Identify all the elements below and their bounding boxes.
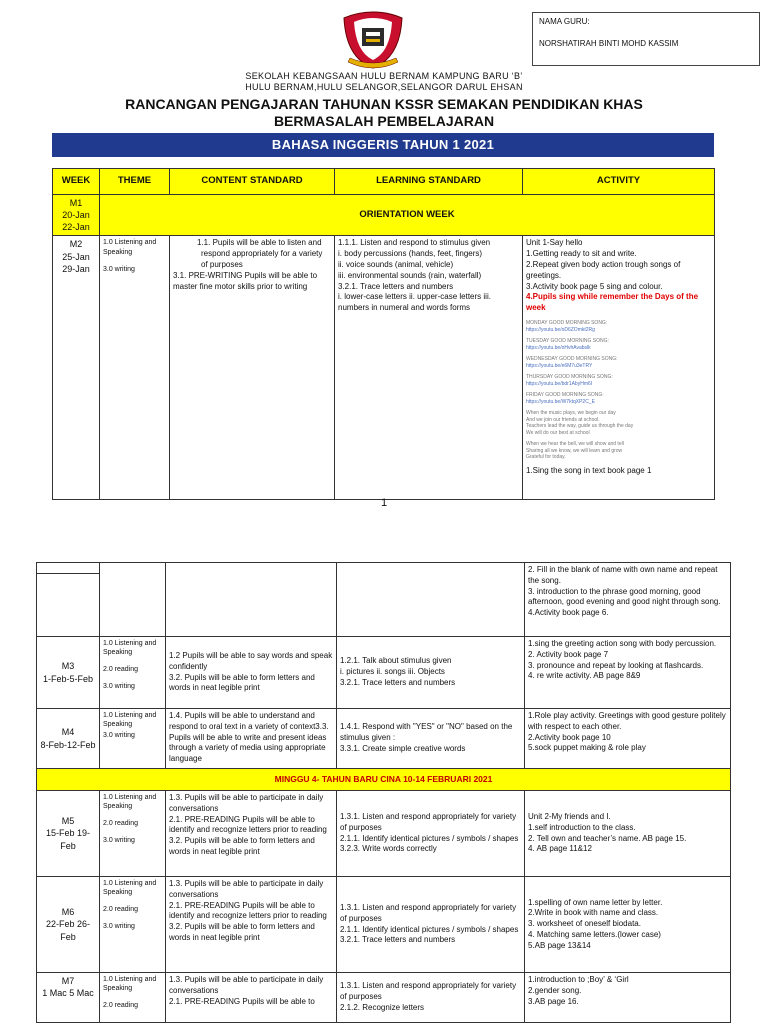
table-row [37, 769, 731, 791]
holiday-banner: MINGGU 4- TAHUN BARU CINA 10-14 FEBRUARI 2021 [37, 769, 731, 791]
content-text: 3.1. PRE-WRITING Pupils will be able to master fine motor skills prior to writing [173, 270, 318, 291]
week-cell [37, 563, 100, 637]
activity-cell [523, 236, 715, 500]
activity-cell: 1.Role play activity. Greetings with good gesture politely with respect to each other. 2.Activity book page 10 5.sock puppet making & role play [525, 709, 731, 769]
content-standard-cell [170, 236, 335, 500]
theme-cell [100, 236, 170, 500]
activity-cell: 1.sing the greeting action song with body percussion. 2. Activity book page 7 3. pronounce and repeat by looking at flashcards. 4. re write activity. AB page 8&9 [525, 637, 731, 709]
content-standard-cell: 1.3. Pupils will be able to participate in daily conversations 2.1. PRE-READING Pupils will be able to identify and recognize letters prior to reading 3.2. Pupils will be able to form letters and words in neat legible print [166, 877, 337, 973]
activity-cell: 2. Fill in the blank of name with own name and repeat the song. 3. introduction to the phrase good morning, good afternoon, good evening and good night through song. 4.Activity book page 6. [525, 563, 731, 637]
table-row [37, 877, 731, 973]
header-learning-standard: LEARNING STANDARD [335, 169, 523, 195]
song-item: TUESDAY GOOD MORNING SONG: https://youtu.be/oHvhAvabslk [526, 338, 609, 351]
theme-text: 2.0 reading [103, 1002, 139, 1010]
song-lyrics: When the music plays, we begin our day And we join our friends at school. Teachers lead the way, guide us through the day We will do our best at school [526, 410, 634, 436]
activity-cell: 1.spelling of own name letter by letter. 2.Write in book with name and class. 3. worksheet of oneself biodata. 4. Matching same letters.(lower case) 5.AB page 13&14 [525, 877, 731, 973]
teacher-label: NAMA GURU: [539, 17, 590, 26]
week-cell: M3 1-Feb-5-Feb [37, 637, 100, 709]
activity-text: Unit 1-Say hello 1.Getting ready to sit and write. 2.Repeat given body action trough songs of greetings. 3.Activity book page 5 sing and colour. [526, 238, 681, 291]
week-cell: M4 8-Feb-12-Feb [37, 709, 100, 769]
table-row [53, 195, 715, 236]
school-crest-logo [338, 8, 408, 72]
theme-cell [100, 877, 166, 973]
learning-standard-cell: 1.3.1. Listen and respond appropriately for variety of purposes 2.1.2. Recognize letters [337, 973, 525, 1023]
table-row [37, 791, 731, 877]
content-text: 1.1. Pupils will be able to listen and respond appropriately for a variety of purposes [197, 238, 323, 270]
week-cell: M6 22-Feb 26-Feb [37, 877, 100, 973]
theme-cell [100, 563, 166, 637]
content-standard-cell: 1.4. Pupils will be able to understand and respond to oral text in a variety of context3.3. Pupils will be able to write and present ideas through a variety of media using appropriate language [166, 709, 337, 769]
learning-standard-cell: 1.2.1. Talk about stimulus given i. pictures ii. songs iii. Objects 3.2.1. Trace letters and numbers [337, 637, 525, 709]
activity-highlight-text: 4.Pupils sing while remember the Days of the week [526, 292, 699, 313]
theme-text: 3.0 writing [103, 732, 135, 740]
header-content-standard: CONTENT STANDARD [170, 169, 335, 195]
subject-bar: BAHASA INGGERIS TAHUN 1 2021 [52, 133, 714, 157]
table-row [37, 637, 731, 709]
learning-standard-cell [337, 563, 525, 637]
theme-text: 3.0 writing [103, 837, 135, 845]
table-row [37, 973, 731, 1023]
learning-standard-cell: 1.1.1. Listen and respond to stimulus given i. body percussions (hands, feet, fingers) ii. voice sounds (animal, vehicle) iii. environmental sounds (rain, waterfall) 3.2.1. Trace letters and numbers i. lower-case letters ii. upper-case letters iii. numbers in numeral and words forms [335, 236, 523, 500]
song-item: WEDNESDAY GOOD MORNING SONG: https://youtu.be/e6M7u3eTRY [526, 356, 618, 369]
theme-text: 3.0 writing [103, 923, 135, 931]
page-number: 1 [380, 497, 388, 509]
activity-cell: 1.introduction to ;Boy’ & ‘Girl 2.gender song. 3.AB page 16. [525, 973, 731, 1023]
content-standard-cell: 1.2 Pupils will be able to say words and speak confidently 3.2. Pupils will be able to form letters and words in neat legible print [166, 637, 337, 709]
table-row [37, 563, 731, 637]
theme-text: 1.0 Listening and Speaking [103, 239, 157, 256]
theme-text: 2.0 reading [103, 906, 139, 914]
document-title-line1: RANCANGAN PENGAJARAN TAHUNAN KSSR SEMAKAN PENDIDIKAN KHAS [125, 96, 643, 112]
learning-standard-cell: 1.3.1. Listen and respond appropriately for variety of purposes 2.1.1. Identify identical pictures / symbols / shapes 3.2.1. Trace letters and numbers [337, 877, 525, 973]
theme-text: 1.0 Listening and Speaking [103, 976, 157, 993]
week-cell: M1 20-Jan 22-Jan [53, 195, 100, 236]
theme-text: 1.0 Listening and Speaking [103, 794, 157, 811]
learning-standard-cell: 1.4.1. Respond with "YES" or "NO" based on the stimulus given : 3.3.1. Create simple creative words [337, 709, 525, 769]
school-address: HULU BERNAM,HULU SELANGOR,SELANGOR DARUL EHSAN [245, 82, 523, 92]
content-standard-cell [166, 563, 337, 637]
week-cell: M7 1 Mac 5 Mac [37, 973, 100, 1023]
theme-text: 2.0 reading [103, 666, 139, 674]
song-list-image [526, 320, 711, 461]
school-name: SEKOLAH KEBANGSAAN HULU BERNAM KAMPUNG BARU ‘B’ [245, 71, 523, 81]
week-cell: M2 25-Jan 29-Jan [53, 236, 100, 500]
theme-cell [100, 637, 166, 709]
theme-text: 1.0 Listening and Speaking [103, 640, 157, 657]
header-theme: THEME [100, 169, 170, 195]
song-item: THURSDAY GOOD MORNING SONG: https://youtu.be/bdr1AbyHm6I [526, 374, 613, 387]
header-week: WEEK [53, 169, 100, 195]
yearly-plan-table-page1 [52, 168, 715, 500]
theme-text: 1.0 Listening and Speaking [103, 880, 157, 897]
theme-cell [100, 973, 166, 1023]
song-lyrics: When we hear the bell, we will show and tell Sharing all we know, we will learn and grow Grateful for today. [526, 441, 624, 460]
orientation-banner: ORIENTATION WEEK [100, 195, 715, 236]
yearly-plan-table-page2 [36, 562, 731, 1023]
theme-text: 3.0 writing [103, 683, 135, 691]
learning-standard-cell: 1.3.1. Listen and respond appropriately for variety of purposes 2.1.1. Identify identical pictures / symbols / shapes 3.2.3. Write words correctly [337, 791, 525, 877]
theme-text: 3.0 writing [103, 265, 135, 273]
theme-cell [100, 709, 166, 769]
week-cell: M5 15-Feb 19-Feb [37, 791, 100, 877]
song-item: FRIDAY GOOD MORNING SONG: https://youtu.be/W7ktqXP2C_E [526, 392, 604, 405]
theme-text: 1.0 Listening and Speaking [103, 712, 157, 729]
song-item: MONDAY GOOD MORNING SONG: https://youtu.be/oD6ZOmkt2Rg [526, 320, 608, 333]
table-row [53, 236, 715, 500]
document-title-line2: BERMASALAH PEMBELAJARAN [273, 113, 495, 129]
content-standard-cell: 1.3. Pupils will be able to participate in daily conversations 2.1. PRE-READING Pupils will be able to identify and recognize letters prior to reading 3.2. Pupils will be able to form letters and words in neat legible print [166, 791, 337, 877]
content-standard-cell: 1.3. Pupils will be able to participate in daily conversations 2.1. PRE-READING Pupils will be able to [166, 973, 337, 1023]
theme-text: 2.0 reading [103, 820, 139, 828]
teacher-info-box [532, 12, 760, 66]
teacher-name: NORSHATIRAH BINTI MOHD KASSIM [539, 38, 679, 48]
activity-text: 1.Sing the song in text book page 1 [526, 465, 652, 475]
table-header-row [53, 169, 715, 195]
activity-cell: Unit 2-My friends and I. 1.self introduction to the class. 2. Tell own and teacher’s name. AB page 15. 4. AB page 11&12 [525, 791, 731, 877]
header-activity: ACTIVITY [523, 169, 715, 195]
theme-cell [100, 791, 166, 877]
table-row [37, 709, 731, 769]
